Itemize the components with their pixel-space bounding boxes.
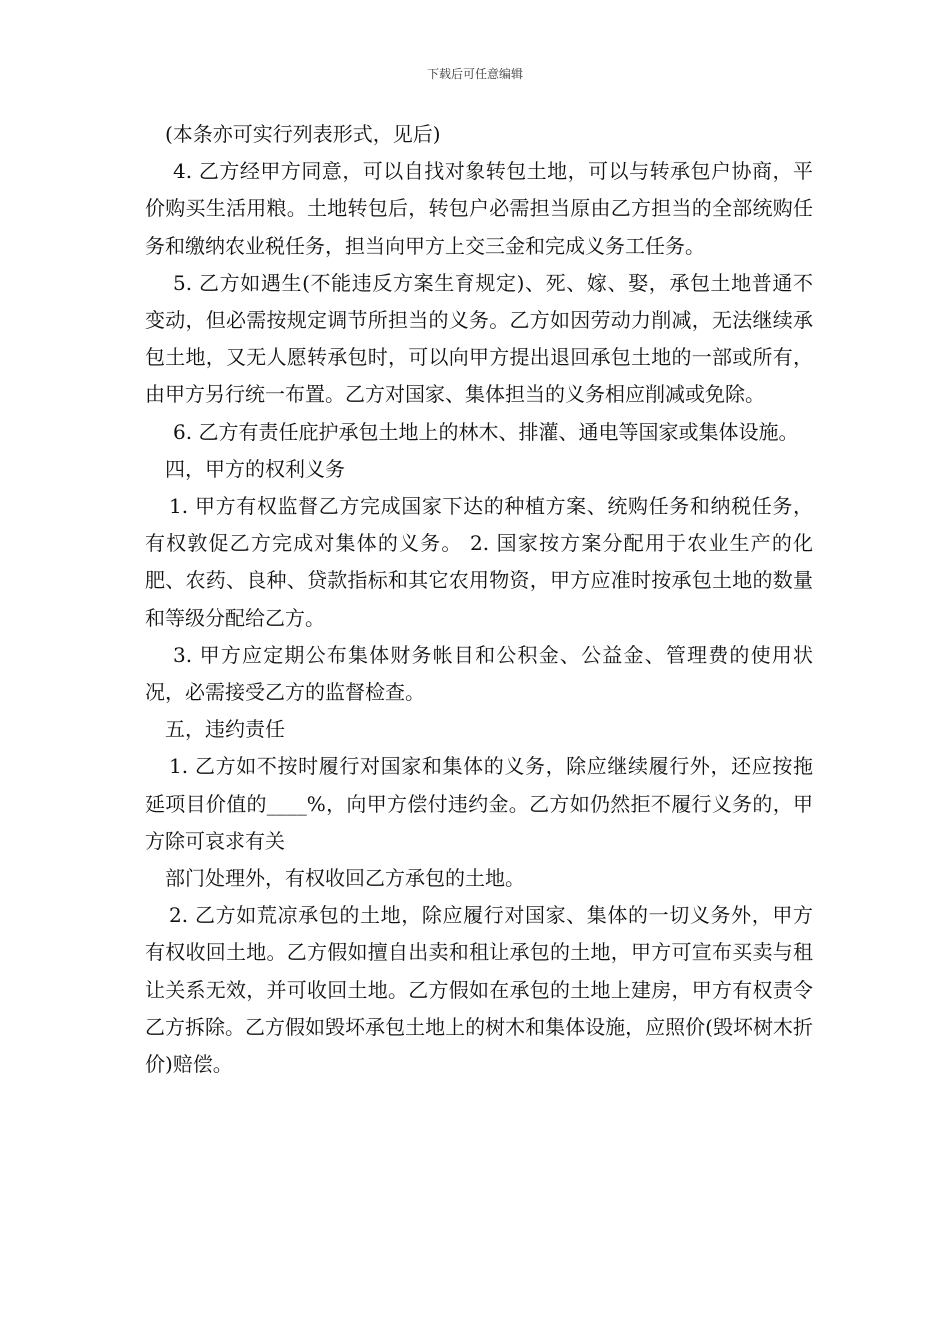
clause-paragraph: 6. 乙方有责任庇护承包土地上的林木、排灌、通电等国家或集体设施。 [173, 419, 799, 444]
clause-paragraph: 4. 乙方经甲方同意，可以自找对象转包土地，可以与转承包户协商，平价购买生活用粮。土地转包后，转包户必需担当原由乙方担当的全部统购任务和缴纳农业税任务，担当向甲方上交三金和完成义务工任务。 [145, 159, 813, 258]
note-paragraph: (本条亦可实行列表形式，见后) [165, 122, 441, 146]
clause-paragraph: 5. 乙方如遇生(不能违反方案生育规定)、死、嫁、娶，承包土地普通不变动，但必需按规定调节所担当的义务。乙方如因劳动力削减，无法继续承包土地，又无人愿转承包时，可以向甲方提出退回承包土地的一部或所有，由甲方另行统一布置。乙方对国家、集体担当的义务相应削减或免除。 [145, 270, 813, 407]
section-heading: 五，违约责任 [165, 717, 285, 742]
clause-continuation: 部门处理外，有权收回乙方承包的土地。 [165, 866, 525, 891]
clause-paragraph: 2. 乙方如荒凉承包的土地，除应履行对国家、集体的一切义务外，甲方有权收回土地。乙方假如擅自出卖和租让承包的土地，甲方可宣布买卖与租让关系无效，并可收回土地。乙方假如在承包的土地上建房，甲方有权责令乙方拆除。乙方假如毁坏承包土地上的树木和集体设施，应照价(毁坏树木折价)赔偿。 [145, 903, 813, 1077]
clause-paragraph: 3. 甲方应定期公布集体财务帐目和公积金、公益金、管理费的使用状况，必需接受乙方的监督检查。 [145, 642, 813, 705]
clause-paragraph: 1. 乙方如不按时履行对国家和集体的义务，除应继续履行外，还应按拖延项目价值的____%，向甲方偿付违约金。乙方如仍然拒不履行义务的，甲方除可哀求有关 [145, 754, 813, 853]
document-body [145, 116, 813, 1083]
clause-paragraph: 1. 甲方有权监督乙方完成国家下达的种植方案、统购任务和纳税任务，有权敦促乙方完成对集体的义务。 2. 国家按方案分配用于农业生产的化肥、农药、良种、贷款指标和其它农用物资，甲方应准时按承包土地的数量和等级分配给乙方。 [145, 494, 813, 630]
page-header: 下载后可任意编辑 [426, 67, 523, 81]
section-heading: 四，甲方的权利义务 [165, 456, 345, 481]
